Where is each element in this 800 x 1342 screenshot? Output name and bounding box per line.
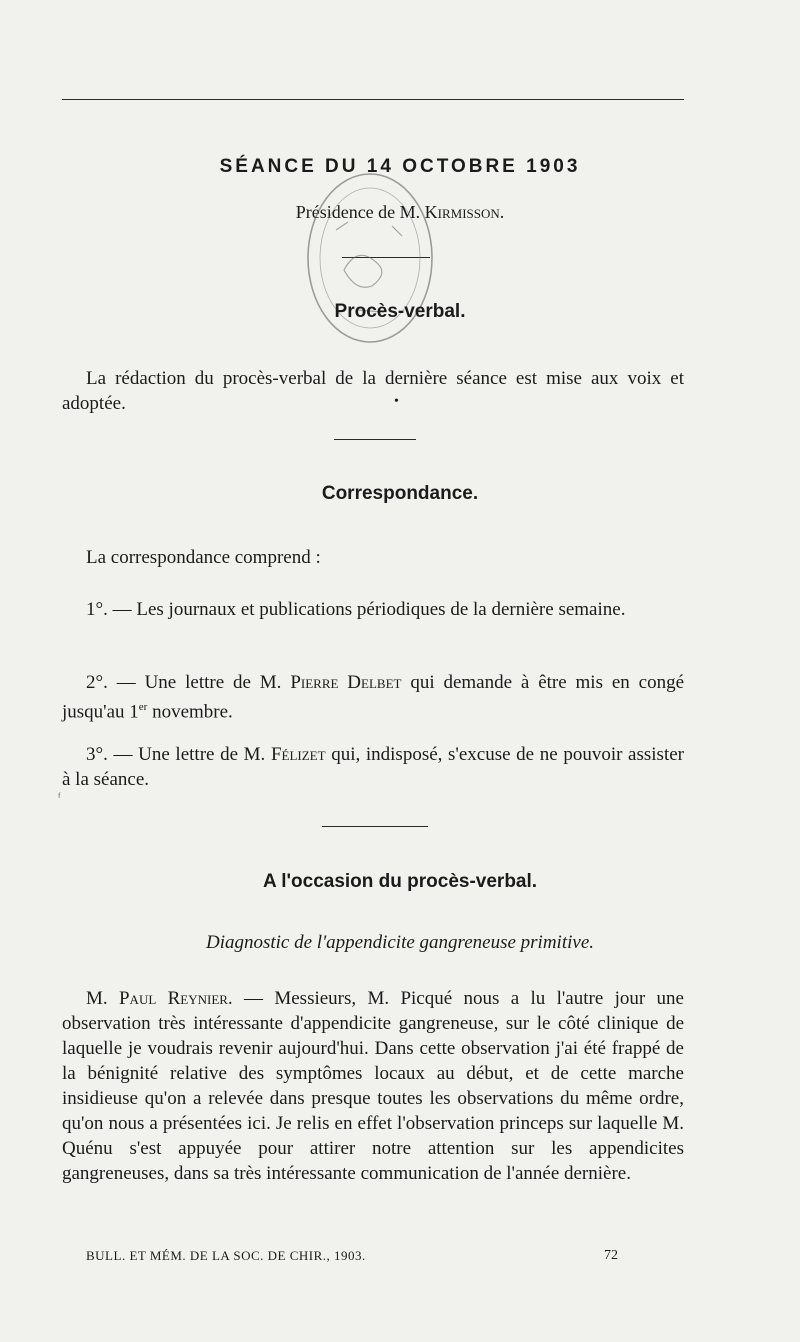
library-stamp-icon xyxy=(296,170,446,360)
item-number: 1°. xyxy=(86,599,108,620)
superscript: er xyxy=(138,701,148,713)
session-title: SÉANCE DU 14 OCTOBRE 1903 xyxy=(219,156,581,177)
correspondance-heading: Correspondance. xyxy=(321,483,479,504)
proces-verbal-text: La rédaction du procès-verbal de la dernière séance est mise aux voix et adoptée. xyxy=(62,368,684,414)
president-name: Kirmisson. xyxy=(424,202,505,222)
person-name: Pierre Delbet xyxy=(290,672,402,693)
correspondance-intro: La correspondance comprend : xyxy=(86,547,321,568)
speaker-prefix: M. xyxy=(86,988,119,1009)
item-text: qui, indisposé, s'excuse de ne pouvoir assister à la séance. xyxy=(62,744,684,790)
section-rule xyxy=(322,826,428,827)
body-text: — Messieurs, M. Picqué nous a lu l'autre jour une observation très intéressante d'appendicite gangreneuse, sur le côté clinique de laquelle je voudrais revenir aujourd'hui. Dans cette observation j'ai été frappé de la bénignité relative des symptômes locaux au début, et de cette marche insidieuse qu'on a relevée dans presque toutes les observations du même ordre, qu'on nous a présentées ici. Je relis en effet l'observation princeps sur laquelle M. Quénu s'est appuyée pour attirer notre attention sur les appendicites gangreneuses, dans sa très intéressante communication de l'année dernière. xyxy=(62,988,684,1184)
correspondance-item-3 xyxy=(62,742,684,792)
item-text: — Une lettre de M. xyxy=(107,744,271,765)
proces-verbal-heading: Procès-verbal. xyxy=(334,301,466,322)
section-rule xyxy=(334,439,416,440)
article-subtitle: Diagnostic de l'appendicite gangreneuse primitive. xyxy=(205,932,595,953)
item-text: — Les journaux et publications périodiques de la dernière semaine. xyxy=(107,599,626,620)
presidence-prefix: Présidence de M. xyxy=(295,202,425,222)
item-text: novembre. xyxy=(147,701,233,723)
item-text: qui demande à être mis en congé jusqu'au 1 xyxy=(62,672,685,723)
page-number: 72 xyxy=(604,1248,618,1263)
ink-mark: ᶠ xyxy=(58,790,61,804)
footer-journal: BULL. ET MÉM. DE LA SOC. DE CHIR., 1903. xyxy=(86,1248,366,1263)
correspondance-item-1 xyxy=(62,597,684,622)
item-number: 3°. xyxy=(86,744,108,765)
occasion-heading: A l'occasion du procès-verbal. xyxy=(262,871,538,892)
stray-dot: • xyxy=(394,394,399,409)
header-rule xyxy=(62,99,684,100)
reynier-body xyxy=(62,986,684,1186)
item-text: — Une lettre de M. xyxy=(107,672,291,693)
person-name: Félizet xyxy=(270,744,326,765)
correspondance-item-2 xyxy=(62,670,684,724)
speaker-name: Paul Reynier. xyxy=(118,988,233,1009)
item-number: 2°. xyxy=(86,672,108,693)
